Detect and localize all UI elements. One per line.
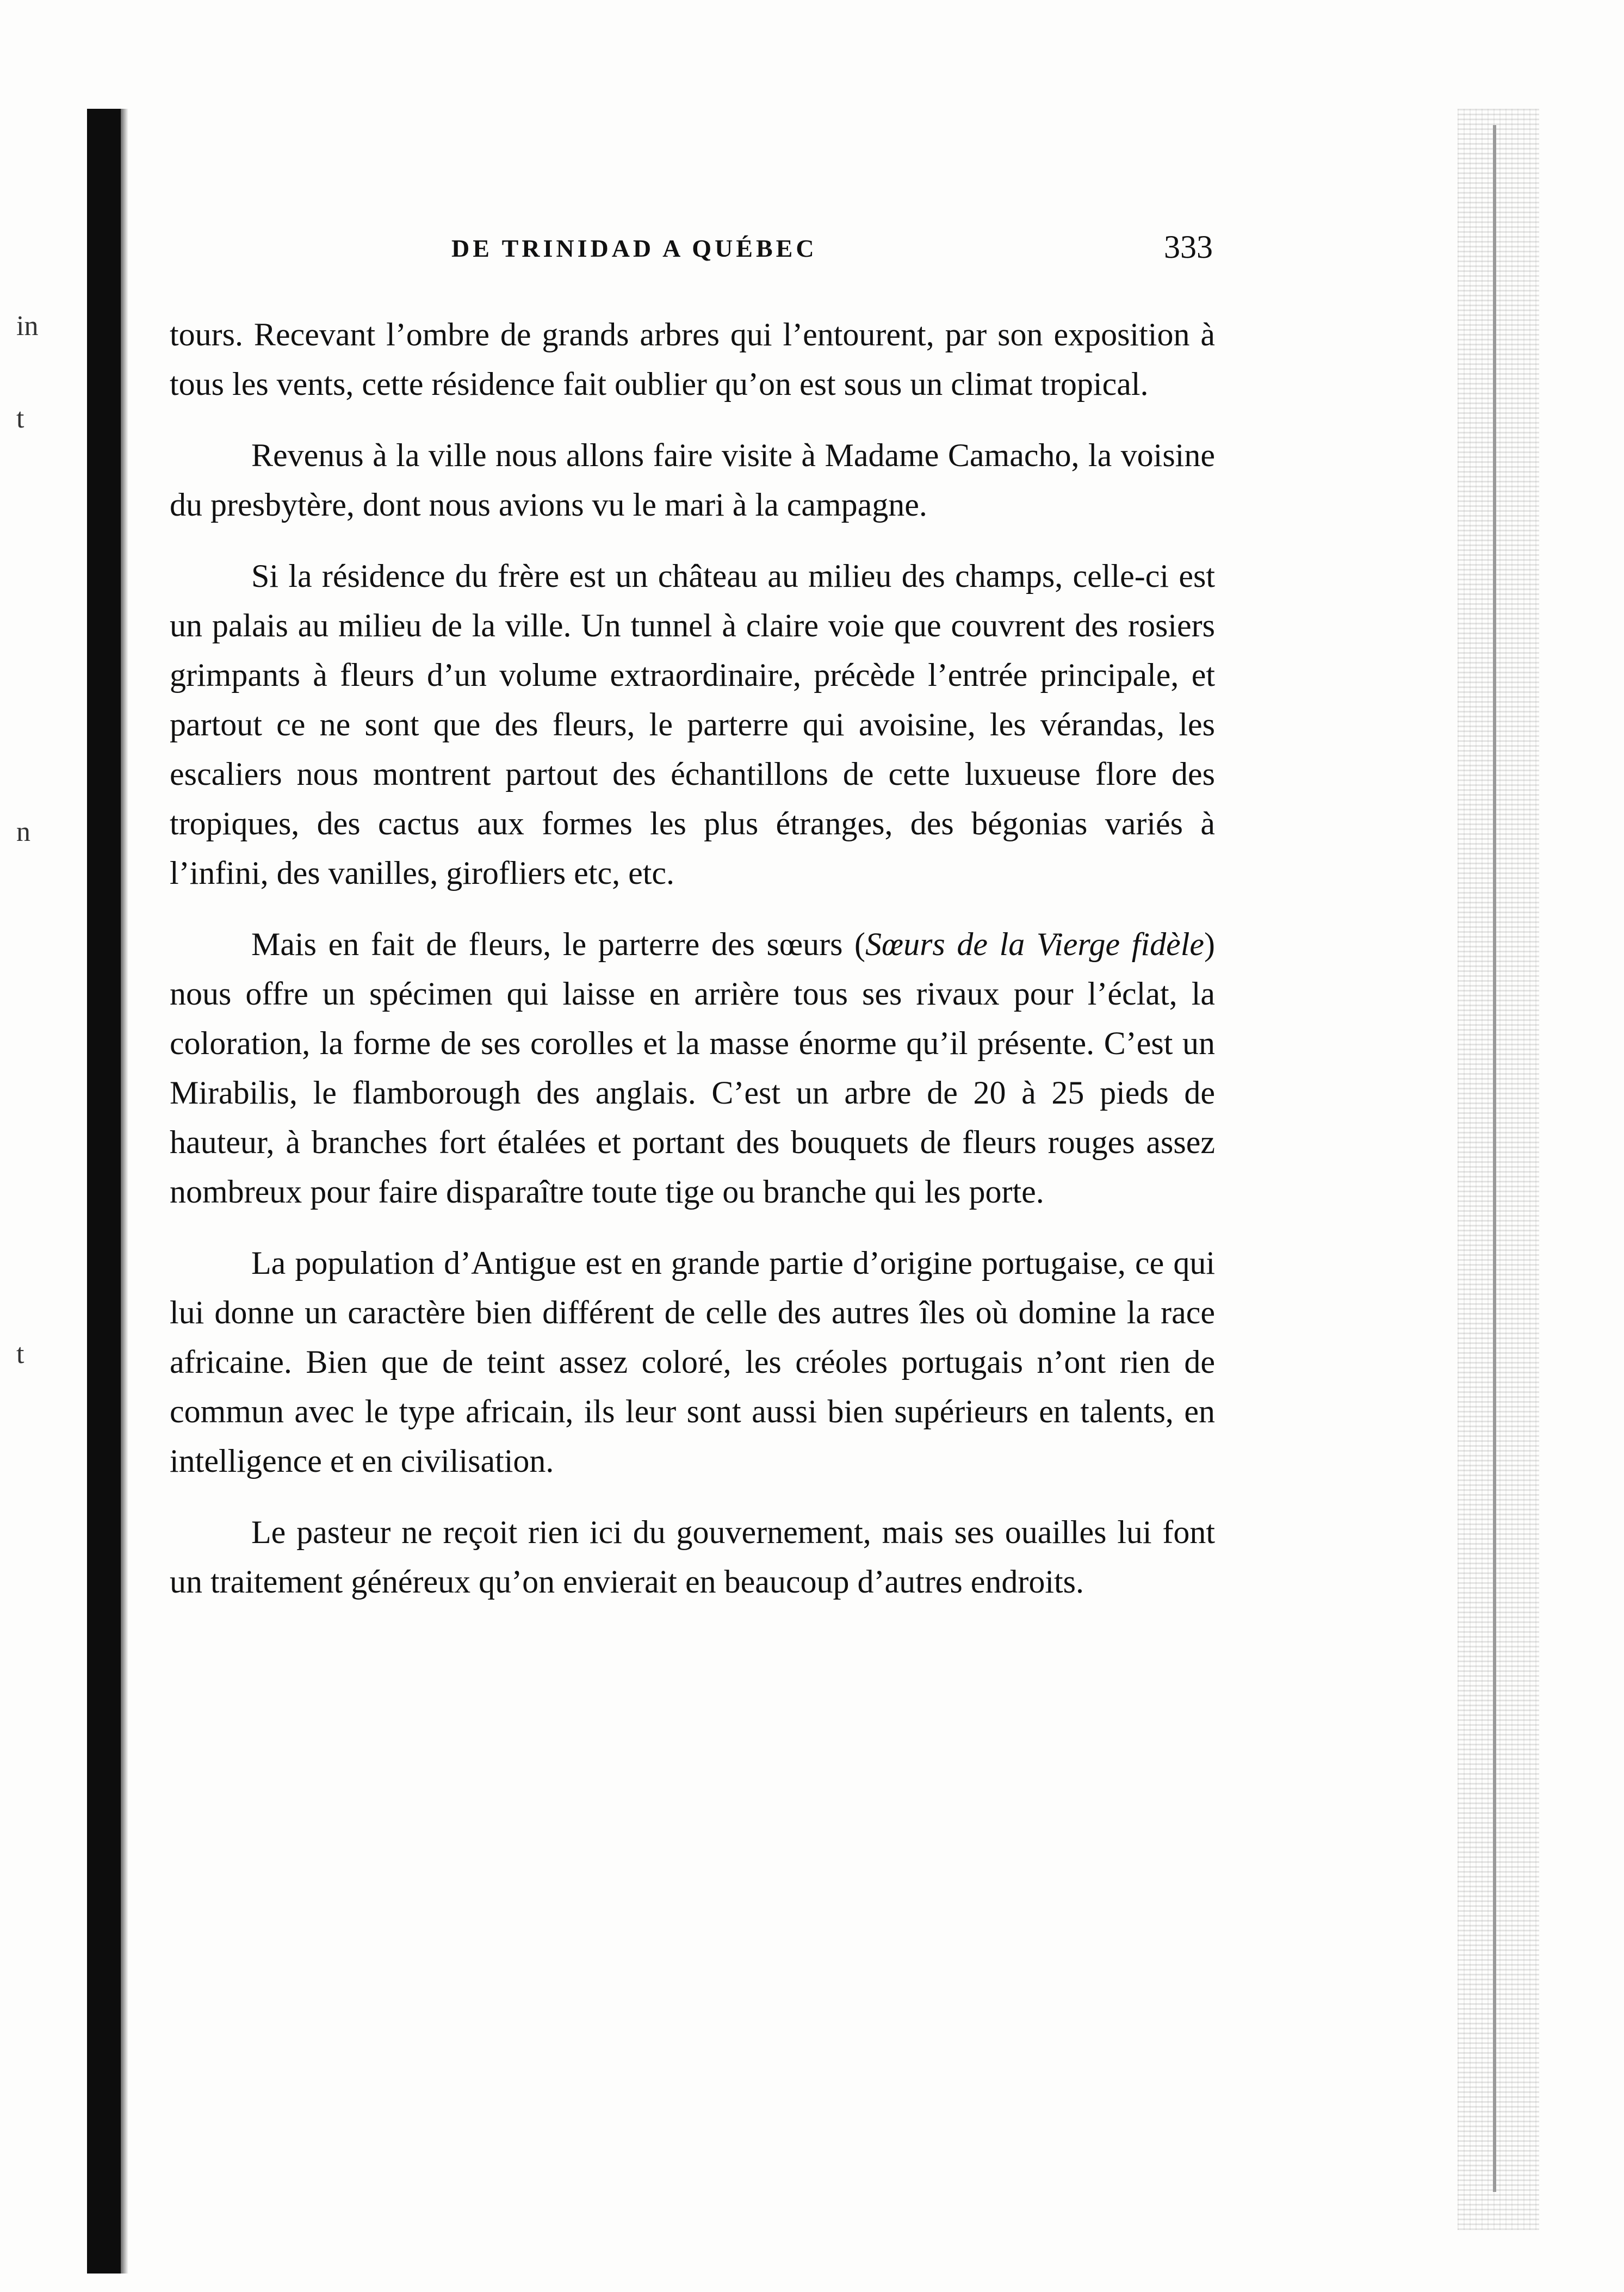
margin-fragment: in [16,311,39,342]
paragraph: Le pasteur ne reçoit rien ici du gouvernement, mais ses ouailles lui font un traitement généreux qu’on envierait en beaucoup d’autres endroits. [170,1514,1215,1600]
page-number: 333 [1164,229,1213,265]
margin-fragment: t [16,1339,24,1370]
page-header [451,228,1213,272]
page-edge-line [1493,125,1496,2192]
paragraph-text: ) nous offre un spécimen qui laisse en arrière tous ses rivaux pour l’éclat, la coloration, la forme de ses corolles et la masse énorme qu’il présente. C’est un Mirabilis, le flamborough des anglais. C’est un arbre de 20 à 25 pieds de hauteur, à branches fort étalées et portant des bouquets de fleurs rouges assez nombreux pour faire disparaître toute tige ou branche qui les porte. [170,926,1215,1210]
paragraph [170,920,1215,1217]
binding-gradient [121,109,128,2274]
margin-fragment: n [16,816,30,847]
paragraph-text: Mais en fait de fleurs, le parterre des sœurs ( [251,926,866,962]
paragraph: tours. Recevant l’ombre de grands arbres qui l’entourent, par son exposition à tous les vents, cette résidence fait oublier qu’on est sous un climat tropical. [170,317,1215,402]
facing-page-fragments [11,310,71,2051]
book-binding-shadow [87,109,121,2274]
paragraph: Si la résidence du frère est un château au milieu des champs, celle-ci est un palais au milieu de la ville. Un tunnel à claire voie que couvrent des rosiers grimpants à fleurs d’un volume extraordinaire, précède l’entrée principale, et partout ce ne sont que des fleurs, le parterre qui avoisine, les vérandas, les escaliers nous montrent partout des échantillons de cette luxueuse flore des tropiques, des cactus aux formes les plus étranges, des bégonias variés à l’infini, des vanilles, girofliers etc, etc. [170,558,1215,891]
running-title: DE TRINIDAD A QUÉBEC [451,234,817,262]
body-text [170,310,1215,1628]
page-edge-speckle [1458,109,1539,2230]
italic-text: Sœurs de la Vierge fidèle [865,926,1205,962]
paragraph: Revenus à la ville nous allons faire visite à Madame Camacho, la voisine du presbytère, dont nous avions vu le mari à la campagne. [170,437,1215,523]
paragraph: La population d’Antigue est en grande partie d’origine portugaise, ce qui lui donne un caractère bien différent de celle des autres îles où domine la race africaine. Bien que de teint assez coloré, les créoles portugais n’ont rien de commun avec le type africain, ils leur sont aussi bien supérieurs en talents, en intelligence et en civilisation. [170,1245,1215,1479]
margin-fragment: t [16,403,24,434]
